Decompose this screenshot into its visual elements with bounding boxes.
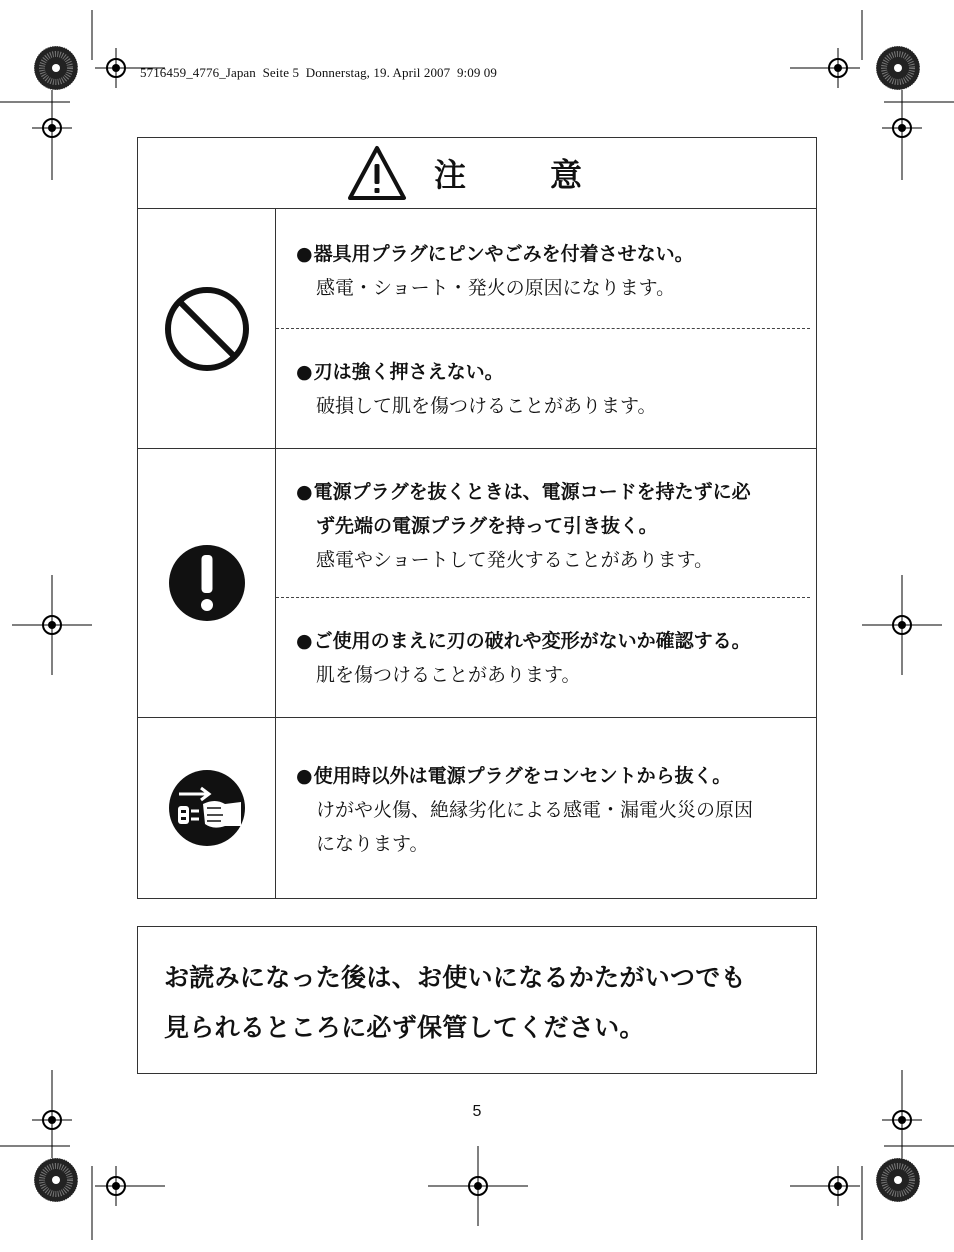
mandatory-exclamation-icon xyxy=(167,543,247,623)
notice-line: 見られるところに必ず保管してください。 xyxy=(164,1013,645,1042)
item-heading xyxy=(296,355,810,389)
bullet: ● xyxy=(296,243,313,265)
item-heading xyxy=(296,237,816,271)
bullet: ● xyxy=(296,361,313,383)
keep-manual-notice xyxy=(137,926,817,1074)
item-body-line: 破損して肌を傷つけることがあります。 xyxy=(316,395,657,417)
caution-title: 注 意 xyxy=(433,156,608,194)
heading-line: 器具用プラグにピンやごみを付着させない。 xyxy=(313,243,694,265)
item-body-line: けがや火傷、絶縁劣化による感電・漏電火災の原因 xyxy=(316,799,754,821)
bullet: ● xyxy=(296,481,313,503)
heading-line: 電源プラグを抜くときは、電源コードを持たずに必 xyxy=(313,481,751,503)
caution-item xyxy=(276,449,816,597)
heading-line: 使用時以外は電源プラグをコンセントから抜く。 xyxy=(313,765,732,787)
item-body-line: になります。 xyxy=(316,833,429,855)
caution-item xyxy=(276,597,810,717)
row-body xyxy=(276,718,816,898)
caution-row-mandatory xyxy=(138,449,816,718)
caution-row-unplug xyxy=(138,718,816,898)
bullet: ● xyxy=(296,630,313,652)
caution-header xyxy=(138,138,816,209)
heading-line: ご使用のまえに刃の破れや変形がないか確認する。 xyxy=(313,630,751,652)
item-body-line: 感電・ショート・発火の原因になります。 xyxy=(316,277,676,299)
heading-line: 刃は強く押さえない。 xyxy=(313,361,504,383)
notice-line: お読みになった後は、お使いになるかたがいつでも xyxy=(164,963,746,992)
page-number: 5 xyxy=(472,1103,482,1120)
caution-item xyxy=(276,328,810,448)
caution-item xyxy=(276,718,816,861)
item-heading xyxy=(296,624,810,658)
unplug-icon xyxy=(167,768,247,848)
row-icon-cell xyxy=(138,449,276,717)
warning-triangle-icon xyxy=(346,144,408,202)
row-icon-cell xyxy=(138,718,276,898)
caution-box xyxy=(137,137,817,899)
caution-item xyxy=(276,209,816,328)
bullet: ● xyxy=(296,765,313,787)
item-body-line: 感電やショートして発火することがあります。 xyxy=(316,549,714,571)
item-heading xyxy=(296,475,816,509)
item-heading xyxy=(296,759,816,793)
item-heading-line: ず先端の電源プラグを持って引き抜く。 xyxy=(316,515,658,537)
row-body xyxy=(276,209,816,448)
caution-row-prohibited xyxy=(138,209,816,449)
row-icon-cell xyxy=(138,209,276,448)
print-header: 5716459_4776_Japan Seite 5 Donnerstag, 19. April 2007 9:09 09 xyxy=(140,65,498,80)
item-body-line: 肌を傷つけることがあります。 xyxy=(316,664,581,686)
row-body xyxy=(276,449,816,717)
prohibition-icon xyxy=(162,284,252,374)
